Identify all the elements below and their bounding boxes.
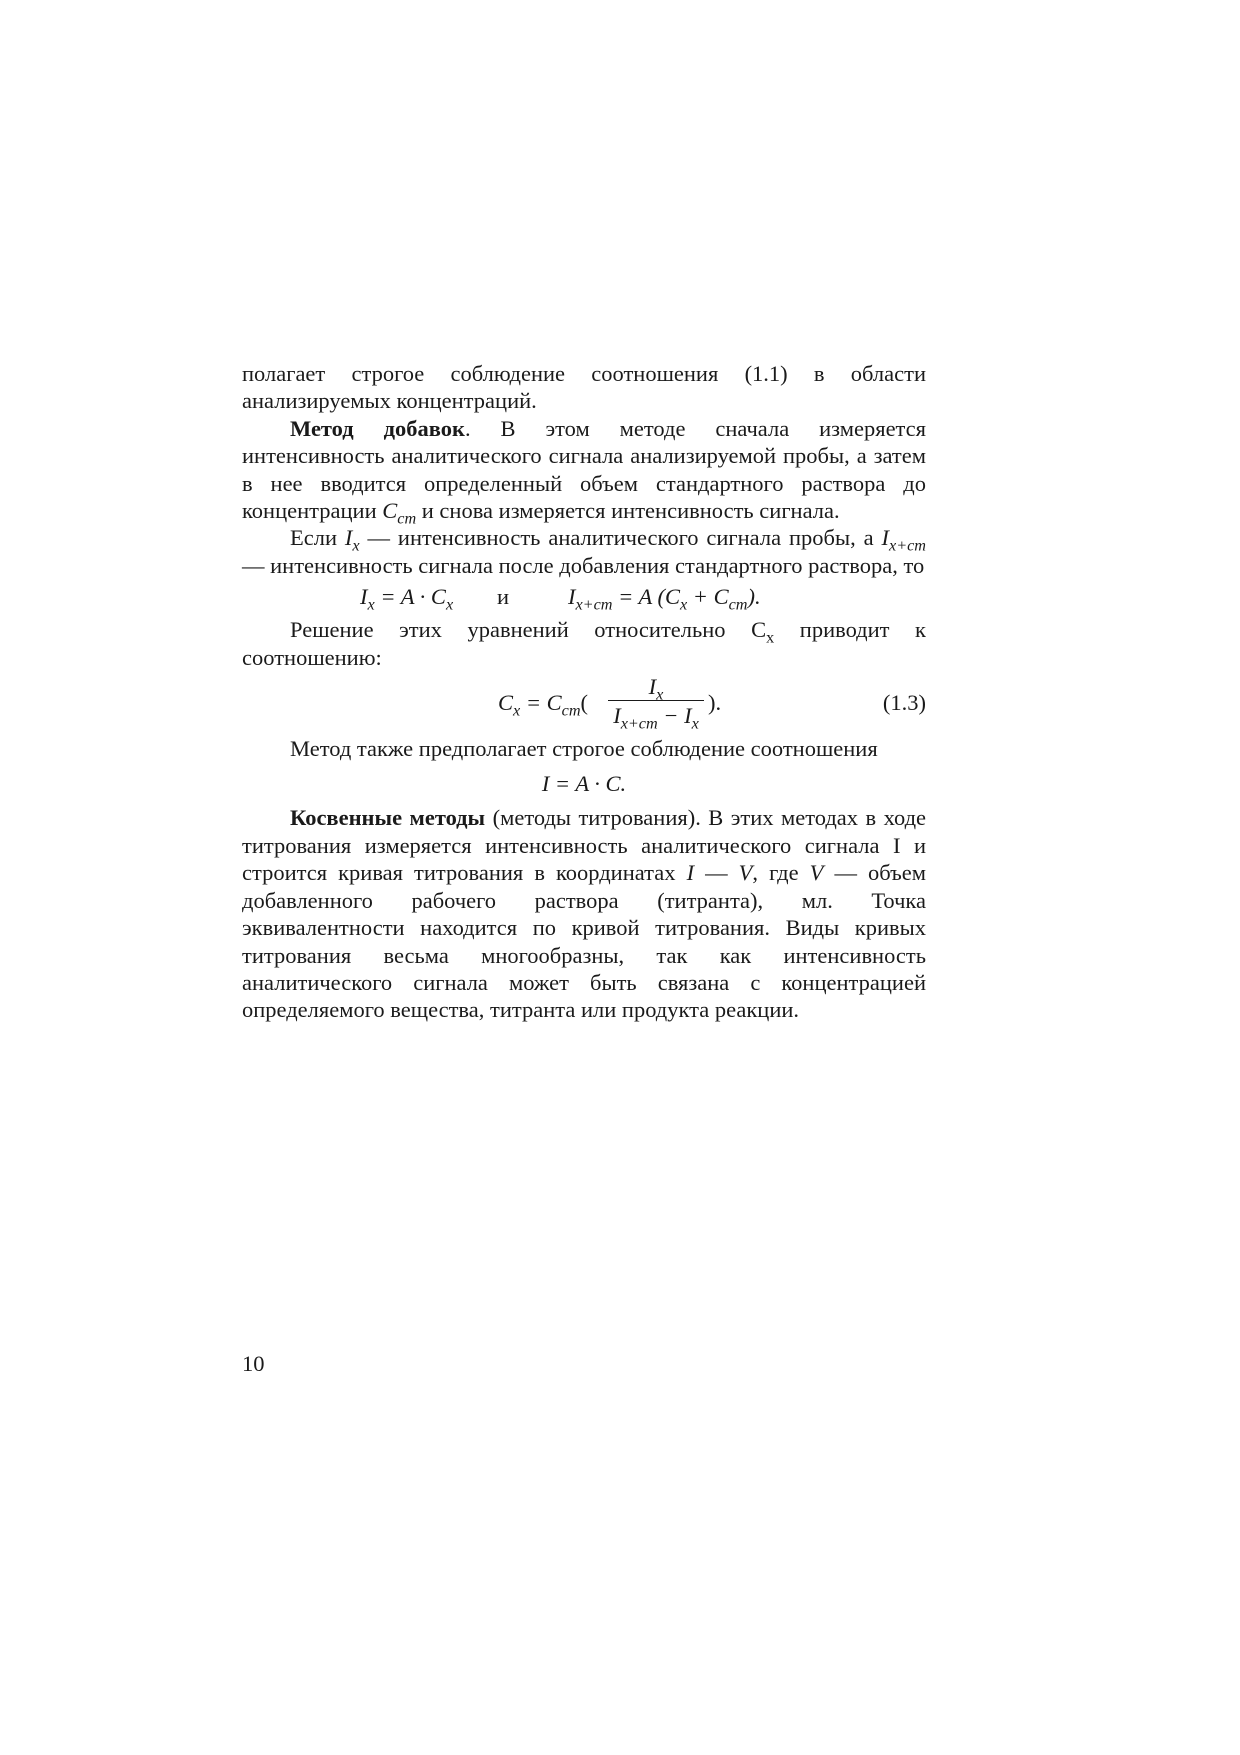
- formula-ix: $I_x = A \cdot C_x$: [360, 584, 454, 614]
- paragraph-addition-method: Метод добавок. В этом методе сначала измеряется интенсивность аналитического сигнала анализируемой пробы, а затем в нее вводится определенный объем стандартного раствора до концентрации $C_{cm}$ и снова измеряется интенсивность сигнала.: [242, 415, 927, 528]
- term-addition-method: Метод добавок: [290, 415, 465, 441]
- page-number: 10: [242, 1351, 265, 1376]
- fraction-denominator: $I_{x+cm} - I_x$: [613, 703, 699, 733]
- formula-pair: [242, 579, 926, 616]
- formula-close-paren: ).: [708, 690, 722, 716]
- paragraph-indirect-methods: Косвенные методы (методы титрования). В этих методах в ходе титрования измеряется интенсивность аналитического сигнала I и строится кривая титрования в координатах I — V, где V — объем добавленного рабочего раствора (титранта), мл. Точка эквивалентности находится по кривой титрования. Виды кривых титрования весьма многообразны, так как интенсивность аналитического сигнала может быть связана с концентрацией определяемого вещества, титранта или продукта реакции.: [242, 805, 927, 1023]
- paragraph-solution: Решение этих уравнений относительно $C_x$ приводит к соотношению:: [242, 617, 926, 670]
- equation-number: (1.3): [882, 690, 926, 716]
- fraction-numerator: $I_x$: [648, 674, 664, 704]
- formula-1-3: [242, 671, 926, 735]
- formula-i-equals-ac: I = A · C.: [541, 771, 627, 797]
- formula-lhs: $C_x = C_{cm}$(: [498, 690, 589, 720]
- page-body: [242, 360, 926, 1024]
- paragraph-continuation: полагает строгое соблюдение соотношения (1.1) в области анализируемых концентраций.: [242, 361, 926, 414]
- formula-fraction: [606, 673, 706, 731]
- paragraph-definitions: Если $I_x$ — интенсивность аналитического сигнала пробы, а $I_{x+cm}$ — интенсивность сигнала после добавления стандартного раствора, то: [242, 525, 926, 578]
- formula-conjunction: и: [497, 584, 510, 610]
- formula-ix-cm: $I_{x+cm} = A$ $(C_x + C_{cm})$.: [568, 584, 761, 614]
- term-indirect-methods: Косвенные методы: [290, 805, 486, 831]
- paragraph-method-also: Метод также предполагает строгое соблюдение соотношения: [290, 736, 878, 762]
